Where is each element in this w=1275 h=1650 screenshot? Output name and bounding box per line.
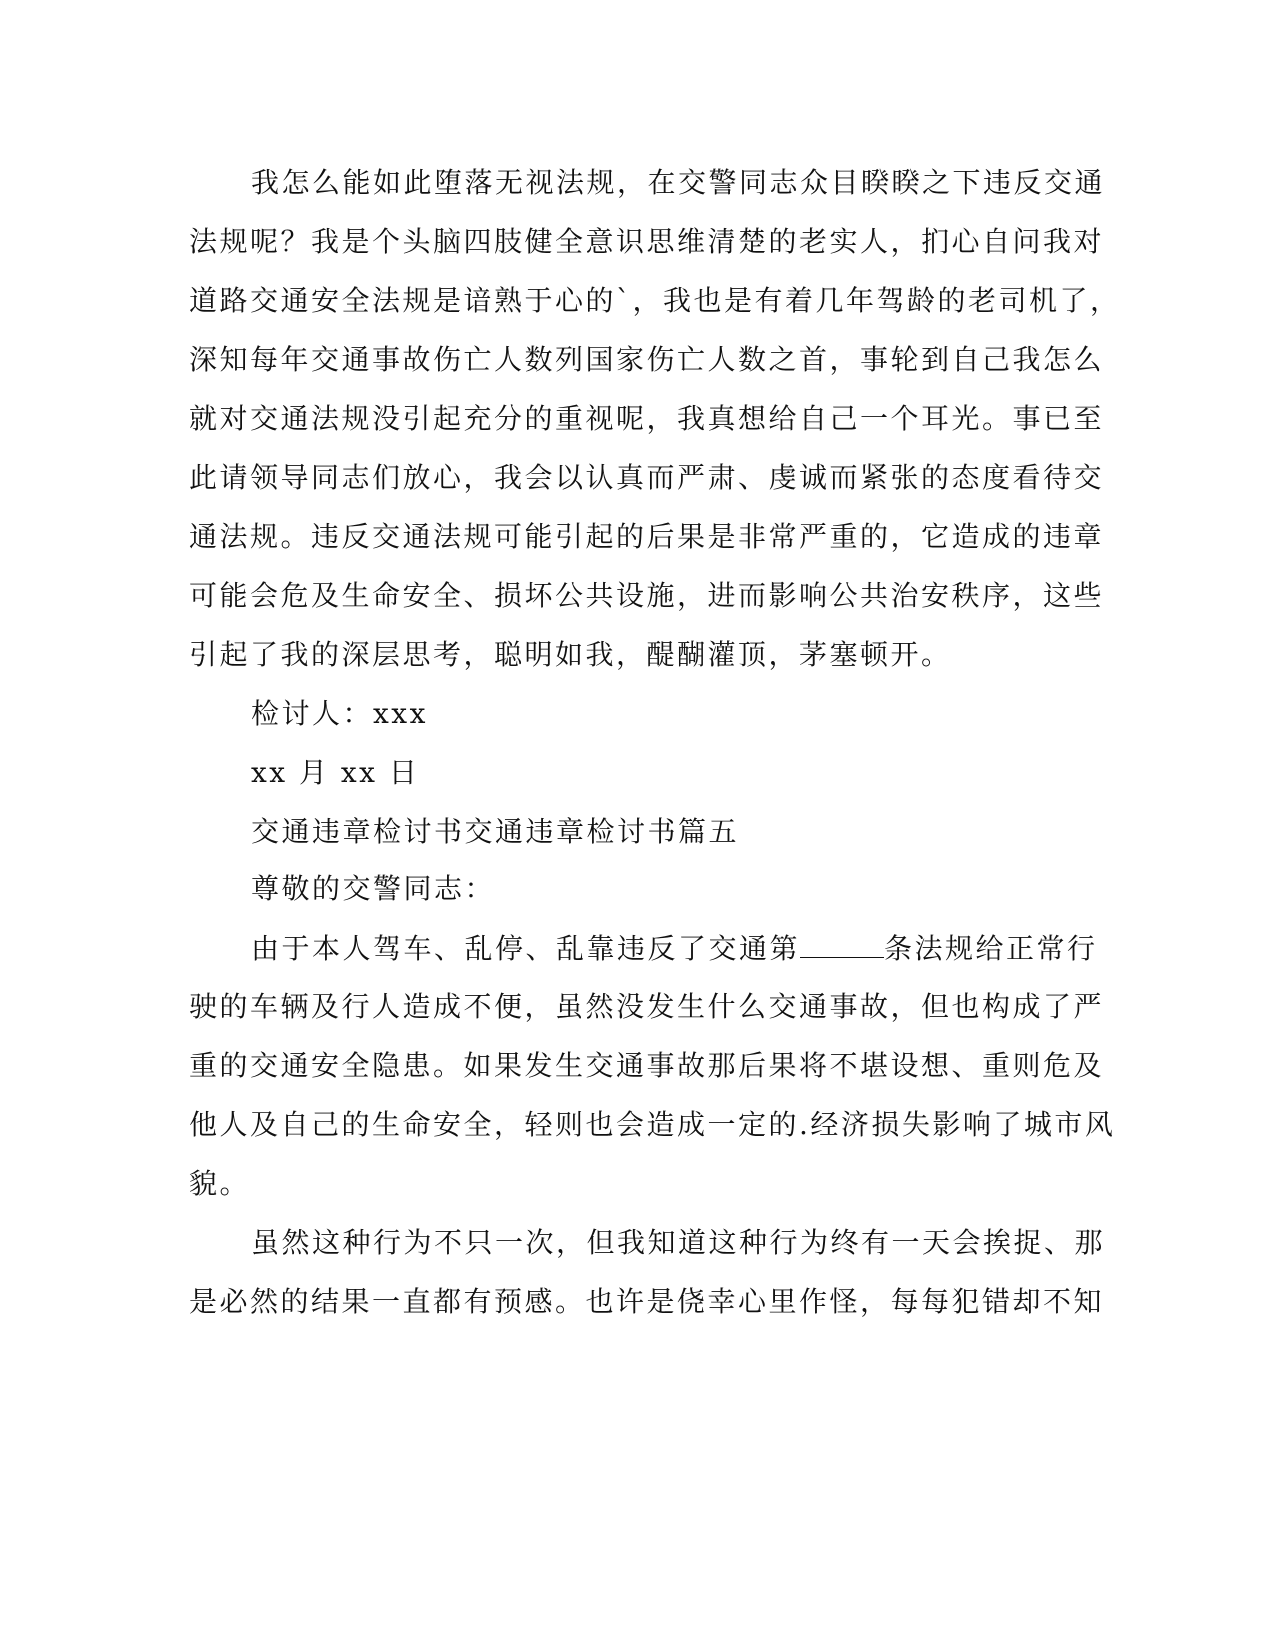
paragraph1-line-6: 此请领导同志们放心，我会以认真而严肃、虔诚而紧张的态度看待交	[189, 461, 1105, 494]
paragraph1-line-5: 就对交通法规没引起充分的重视呢，我真想给自己一个耳光。事已至	[189, 402, 1105, 435]
paragraph1-line-4: 深知每年交通事故伤亡人数列国家伤亡人数之首，事轮到自己我怎么	[189, 343, 1105, 376]
date: xx 月 xx 日	[251, 756, 420, 789]
section-title: 交通违章检讨书交通违章检讨书篇五	[251, 815, 740, 848]
paragraph3-line-2: 是必然的结果一直都有预感。也许是侥幸心里作怪，每每犯错却不知	[189, 1285, 1105, 1318]
paragraph1-line-7: 通法规。违反交通法规可能引起的后果是非常严重的，它造成的违章	[189, 520, 1105, 553]
paragraph1-line-2: 法规呢？我是个头脑四肢健全意识思维清楚的老实人，扪心自问我对	[189, 225, 1105, 258]
paragraph2-line-5: 貌。	[189, 1167, 251, 1200]
paragraph2-line-2: 驶的车辆及行人造成不便，虽然没发生什么交通事故，但也构成了严	[189, 990, 1105, 1023]
salutation: 尊敬的交警同志：	[251, 872, 496, 905]
paragraph2-line-3: 重的交通安全隐患。如果发生交通事故那后果将不堪设想、重则危及	[189, 1049, 1105, 1082]
paragraph1-line-1: 我怎么能如此堕落无视法规，在交警同志众目睽睽之下违反交通	[251, 166, 1106, 199]
paragraph2-line-4: 他人及自己的生命安全，轻则也会造成一定的.经济损失影响了城市风	[189, 1108, 1116, 1141]
paragraph2-line-1-after-blank: 条法规给正常行	[884, 932, 1098, 965]
paragraph1-line-3: 道路交通安全法规是谙熟于心的`，我也是有着几年驾龄的老司机了，	[189, 284, 1121, 317]
paragraph3-line-1: 虽然这种行为不只一次，但我知道这种行为终有一天会挨捉、那	[251, 1226, 1106, 1259]
signer: 检讨人：xxx	[251, 697, 428, 730]
fill-in-blank	[800, 931, 884, 958]
paragraph2-line-1-before-blank: 由于本人驾车、乱停、乱靠违反了交通第	[251, 932, 801, 965]
paragraph2-line-1	[251, 931, 1098, 966]
paragraph1-line-8: 可能会危及生命安全、损坏公共设施，进而影响公共治安秩序，这些	[189, 579, 1105, 612]
paragraph1-line-9: 引起了我的深层思考，聪明如我，醍醐灌顶，茅塞顿开。	[189, 638, 952, 671]
